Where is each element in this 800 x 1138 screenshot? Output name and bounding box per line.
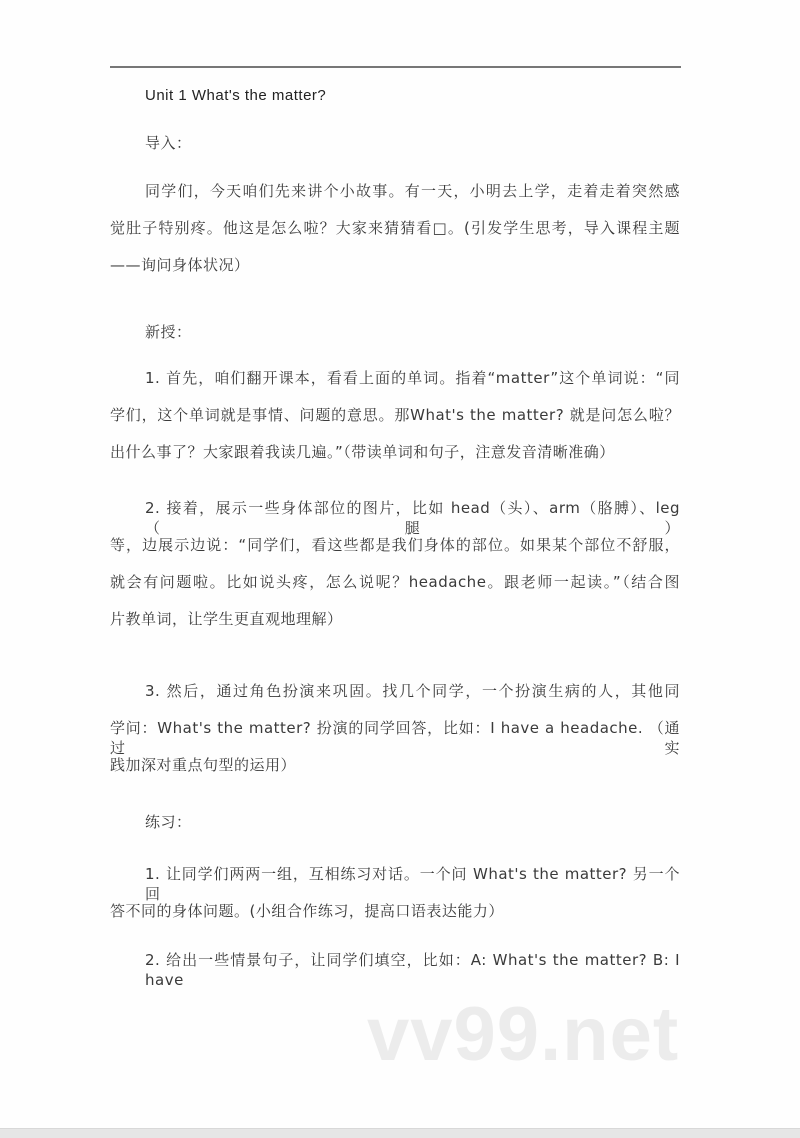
paragraph-line: 同学们，今天咱们先来讲个小故事。有一天，小明去上学，走着走着突然感 [145, 182, 680, 200]
teach-heading: 新授： [145, 323, 192, 341]
paragraph-line: 就会有问题啦。比如说头疼，怎么说呢？headache。跟老师一起读。”（结合图 [110, 573, 680, 591]
paragraph-line: 3. 然后，通过角色扮演来巩固。找几个同学，一个扮演生病的人，其他同 [145, 682, 680, 700]
paragraph-line: 1. 让同学们两两一组，互相练习对话。一个问 What's the matter? 另一个回 [145, 865, 680, 903]
paragraph-line: 践加深对重点句型的运用） [110, 756, 297, 774]
paragraph-line: 答不同的身体问题。(小组合作练习，提高口语表达能力） [110, 902, 504, 920]
paragraph-line: 片教单词，让学生更直观地理解） [110, 610, 343, 628]
intro-heading: 导入： [145, 134, 192, 152]
paragraph-line: 觉肚子特别疼。他这是怎么啦？大家来猜猜看□。(引发学生思考，导入课程主题 [110, 219, 680, 237]
paragraph-line: 学问：What's the matter? 扮演的同学回答，比如：I have a headache. （通过实 [110, 719, 680, 757]
paragraph-line: 2. 给出一些情景句子，让同学们填空，比如：A: What's the matter? B: I have [145, 951, 680, 989]
watermark: vv99.net [367, 992, 680, 1077]
paragraph-line: ——询问身体状况） [110, 256, 250, 274]
paragraph-line: 等，边展示边说：“同学们，看这些都是我们身体的部位。如果某个部位不舒服， [110, 536, 680, 554]
paragraph-line: 2. 接着，展示一些身体部位的图片，比如 head（头）、arm（胳膊）、leg（腿） [145, 499, 680, 537]
paragraph-line: 出什么事了？大家跟着我读几遍。”（带读单词和句子，注意发音清晰准确） [110, 443, 615, 461]
paragraph-line: 学们，这个单词就是事情、问题的意思。那What's the matter? 就是问怎么啦？ [110, 406, 680, 424]
practice-heading: 练习： [145, 813, 192, 831]
header-rule [110, 66, 681, 68]
document-title: Unit 1 What's the matter? [145, 87, 327, 104]
paragraph-line: 1. 首先，咱们翻开课本，看看上面的单词。指着“matter”这个单词说：“同 [145, 369, 680, 387]
